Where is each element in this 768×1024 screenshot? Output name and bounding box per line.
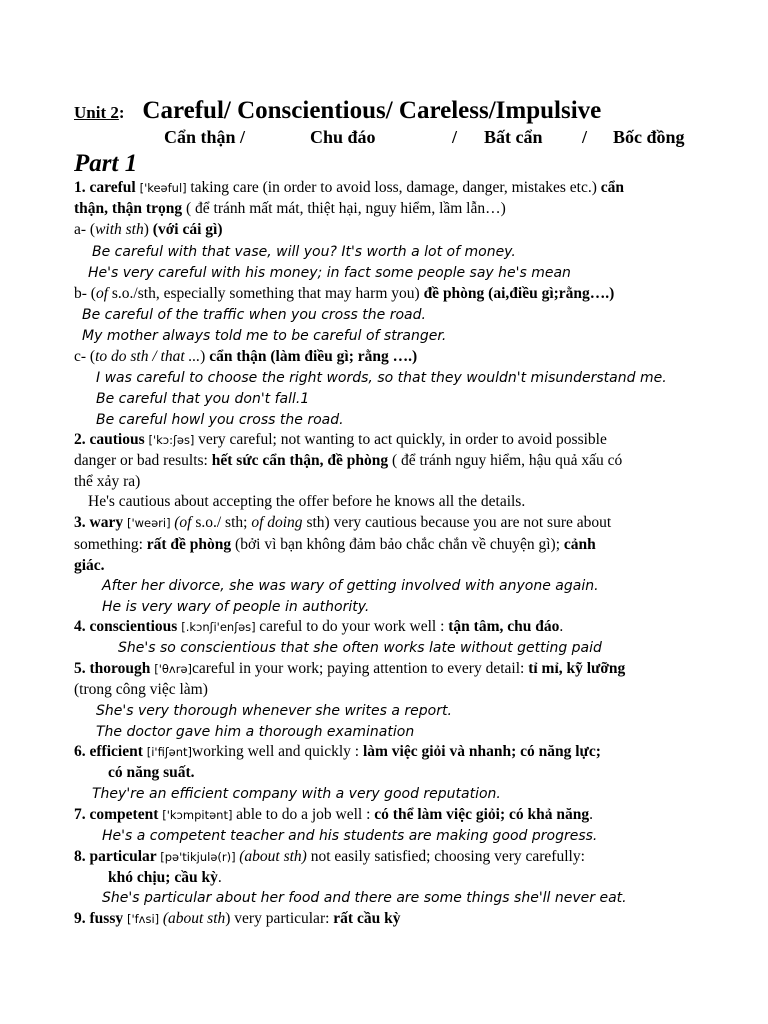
text-segment: ( để tránh nguy hiểm, hậu quả xấu có: [388, 452, 623, 469]
phonetic-transcription: [.kɔnʃi'enʃəs]: [181, 620, 260, 634]
text-segment: of doing: [251, 514, 307, 531]
text-segment: 7. competent: [74, 806, 163, 823]
text-segment: cẩn: [600, 179, 624, 196]
text-line: [108, 868, 222, 888]
text-line: [74, 659, 625, 679]
text-line: [74, 513, 611, 533]
text-segment: .: [217, 869, 222, 886]
phonetic-transcription: [pə'tikjulə(r)]: [160, 850, 240, 864]
text-segment: s.o./sth, especially something that may harm you): [111, 285, 424, 302]
text-segment: làm việc giỏi và nhanh; có năng lực;: [362, 743, 601, 760]
text-segment: .: [589, 806, 594, 823]
text-line: [74, 220, 223, 240]
text-segment: 9. fussy: [74, 910, 127, 927]
example-sentence: He's very careful with his money; in fact some people say he's mean: [88, 265, 571, 281]
text-line: [74, 178, 624, 198]
text-segment: danger or bad results:: [74, 452, 212, 469]
text-line: [118, 638, 602, 658]
text-segment: cảnh: [563, 536, 596, 553]
text-line: [88, 492, 525, 512]
example-sentence: After her divorce, she was wary of getting involved with anyone again.: [102, 578, 599, 594]
text-segment: a- (: [74, 221, 96, 238]
text-line: [102, 597, 369, 617]
subtitle-separator: /: [452, 127, 458, 147]
text-line: [92, 784, 501, 804]
text-segment: rất đề phòng: [146, 536, 232, 553]
unit-title: Careful/ Conscientious/ Careless/Impulsive: [142, 97, 602, 124]
text-segment: ): [143, 221, 153, 238]
text-line: [102, 576, 599, 596]
text-segment: very careful; not wanting to act quickly, in order to avoid possible: [198, 431, 607, 448]
example-sentence: Be careful howl you cross the road.: [96, 412, 344, 428]
text-segment: 1. careful: [74, 179, 140, 196]
text-segment: something:: [74, 536, 147, 553]
text-segment: (bởi vì bạn không đảm bảo chắc chắn về chuyện gì);: [231, 536, 564, 553]
text-segment: (trong công việc làm): [74, 681, 208, 698]
text-segment: to do sth / that ...: [95, 348, 201, 365]
text-line: [74, 909, 400, 929]
text-segment: able to do a job well :: [236, 806, 375, 823]
text-line: [96, 410, 344, 430]
example-sentence: My mother always told me to be careful of stranger.: [82, 328, 447, 344]
text-segment: of: [95, 285, 112, 302]
example-sentence: She's so conscientious that she often works late without getting paid: [118, 640, 602, 656]
phonetic-transcription: ['θʌrə]: [154, 662, 193, 676]
example-sentence: The doctor gave him a thorough examination: [96, 724, 415, 740]
subtitle-separator: /: [582, 127, 588, 147]
text-segment: ): [200, 348, 210, 365]
text-line: [96, 368, 667, 388]
example-sentence: I was careful to choose the right words, so that they wouldn't misunderstand me.: [96, 370, 667, 386]
subtitle-careful-vn: Cẩn thận /: [164, 127, 246, 147]
text-segment: 8. particular: [74, 848, 161, 865]
text-segment: 2. cautious: [74, 431, 149, 448]
text-segment: careful in your work; paying attention to every detail:: [192, 660, 529, 677]
text-line: [82, 326, 446, 346]
text-line: [92, 242, 516, 262]
text-segment: taking care (in order to avoid loss, damage, danger, mistakes etc.): [190, 179, 601, 196]
text-segment: cẩn thận (làm điều gì; rằng ….): [209, 348, 418, 365]
text-segment: careful to do your work well :: [259, 618, 449, 635]
text-line: [74, 347, 417, 367]
text-segment: (about sth): [239, 848, 311, 865]
text-segment: rất cầu kỳ: [333, 910, 401, 927]
text-segment: ) very particular:: [225, 910, 334, 927]
example-sentence: They're an efficient company with a very good reputation.: [92, 786, 501, 802]
text-segment: working well and quickly :: [192, 743, 363, 760]
text-line: [74, 805, 593, 825]
text-segment: hết sức cẩn thận, đề phòng: [211, 452, 389, 469]
text-segment: with sth: [95, 221, 144, 238]
text-segment: (about sth: [162, 910, 226, 927]
text-line: [88, 263, 571, 283]
unit-colon: :: [118, 103, 125, 122]
text-segment: 6. efficient: [74, 743, 147, 760]
subtitle-careless-vn: Bất cẩn: [484, 127, 543, 147]
text-segment: He's cautious about accepting the offer before he knows all the details.: [88, 493, 526, 510]
text-segment: sth) very cautious because you are not sure about: [306, 514, 612, 531]
text-segment: ( để tránh mất mát, thiệt hại, nguy hiểm, lầm lẫn…): [182, 200, 506, 217]
text-line: [74, 847, 585, 867]
text-segment: có thể làm việc giỏi; có khả năng: [374, 806, 590, 823]
unit-label: Unit 2: [74, 103, 119, 122]
example-sentence: He is very wary of people in authority.: [102, 599, 370, 615]
text-line: [108, 763, 195, 783]
text-segment: đề phòng (ai,điều gì;rằng….): [423, 285, 615, 302]
example-sentence: Be careful that you don't fall.1: [96, 391, 310, 407]
example-sentence: She's very thorough whenever she writes a report.: [96, 703, 452, 719]
example-sentence: Be careful of the traffic when you cross the road.: [82, 307, 426, 323]
text-line: [74, 742, 601, 762]
subtitle-impulsive-vn: Bốc đồng: [613, 127, 685, 147]
text-segment: thể xảy ra): [74, 473, 141, 490]
text-line: [74, 680, 208, 700]
text-segment: not easily satisfied; choosing very carefully:: [310, 848, 585, 865]
text-segment: (of: [174, 514, 196, 531]
text-line: [74, 617, 563, 637]
text-line: [74, 535, 596, 555]
text-line: [82, 305, 426, 325]
text-line: [74, 472, 140, 492]
text-segment: tận tâm, chu đáo: [448, 618, 560, 635]
example-sentence: She's particular about her food and there are some things she'll never eat.: [102, 890, 627, 906]
text-line: [102, 888, 627, 908]
unit-title-row: [74, 97, 601, 125]
phonetic-transcription: [i'fiʃənt]: [146, 745, 193, 759]
text-line: [102, 826, 597, 846]
text-segment: khó chịu; cầu kỳ: [108, 869, 218, 886]
text-segment: 5. thorough: [74, 660, 155, 677]
text-segment: thận, thận trọng: [74, 200, 183, 217]
text-line: [74, 199, 506, 219]
text-segment: (với cái gì): [152, 221, 223, 238]
subtitle-conscientious-vn: Chu đáo: [310, 127, 376, 147]
text-line: [74, 430, 607, 450]
text-segment: s.o./ sth;: [195, 514, 252, 531]
phonetic-transcription: ['weəri]: [126, 516, 175, 530]
example-sentence: Be careful with that vase, will you? It's worth a lot of money.: [92, 244, 516, 260]
phonetic-transcription: ['keəful]: [139, 181, 191, 195]
text-segment: c- (: [74, 348, 96, 365]
text-segment: giác.: [74, 557, 105, 574]
part-heading: Part 1: [74, 150, 138, 177]
text-segment: .: [559, 618, 564, 635]
phonetic-transcription: ['kɔmpitənt]: [162, 808, 237, 822]
text-segment: 4. conscientious: [74, 618, 182, 635]
phonetic-transcription: ['kɔ:ʃəs]: [148, 433, 199, 447]
text-line: [74, 284, 614, 304]
text-line: [74, 451, 622, 471]
text-segment: tỉ mỉ, kỹ lưỡng: [528, 660, 626, 677]
phonetic-transcription: ['fʌsi]: [126, 912, 163, 926]
text-line: [74, 556, 105, 576]
text-line: [96, 701, 452, 721]
text-segment: 3. wary: [74, 514, 127, 531]
text-line: [96, 722, 414, 742]
text-segment: b- (: [74, 285, 96, 302]
text-line: [96, 389, 309, 409]
example-sentence: He's a competent teacher and his students are making good progress.: [102, 828, 598, 844]
text-segment: có năng suất.: [108, 764, 195, 781]
